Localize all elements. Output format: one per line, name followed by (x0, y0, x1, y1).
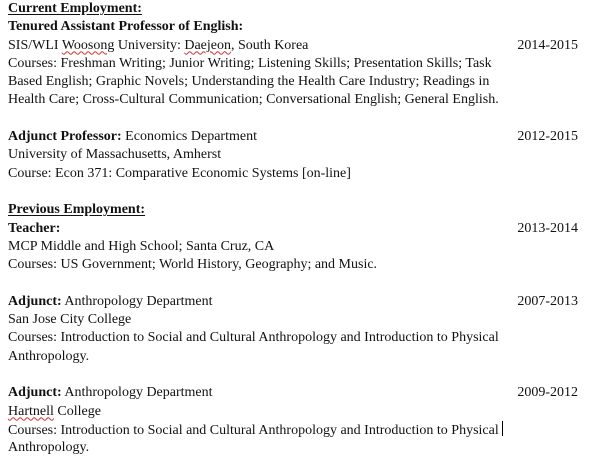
courses-text: Courses: US Government; World History, Geography; and Music. (8, 257, 378, 273)
institution-name: University of Massachusetts, Amherst (8, 147, 222, 163)
city-misspelled: Daejeon (184, 37, 232, 53)
previous-employment-heading-line (8, 201, 578, 219)
courses-text: Anthropology. (8, 348, 90, 364)
courses-line (8, 329, 578, 347)
blank-line (8, 274, 578, 292)
teacher-courses-line (8, 256, 578, 274)
institution-suffix: College (53, 403, 101, 419)
job-department: Economics Department (121, 129, 257, 145)
courses-text: Courses: Introduction to Social and Cultural Anthropology and Introduction to Physical (8, 422, 499, 438)
courses-text: Health Care; Cross-Cultural Communication; Conversational English; General English. (8, 92, 499, 108)
section-heading-previous: Previous Employment: (8, 202, 146, 218)
institution-name: San Jose City College (8, 312, 132, 328)
blank-line (8, 183, 578, 201)
institution-name-misspelled: Woosong (61, 37, 115, 53)
job-dates: 2012-2015 (517, 129, 578, 145)
sjcc-role-line (8, 293, 578, 311)
umass-role-line (8, 128, 578, 146)
section-heading-current: Current Employment: (8, 1, 142, 16)
current-employment-heading-line (8, 0, 578, 18)
current-title-line (8, 18, 578, 36)
courses-line (8, 73, 578, 91)
courses-line (8, 348, 578, 366)
job-role: Adjunct: (8, 385, 62, 401)
courses-line (8, 55, 578, 73)
institution-name: MCP Middle and High School; Santa Cruz, CA (8, 238, 275, 254)
umass-institution-line (8, 146, 578, 164)
hartnell-institution-line (8, 403, 578, 421)
current-institution-line (8, 37, 578, 55)
umass-courses-line (8, 165, 578, 183)
courses-text: Course: Econ 371: Comparative Economic Systems [on-line] (8, 165, 351, 181)
job-dates: 2014-2015 (517, 37, 578, 53)
courses-text: Anthropology. (8, 440, 90, 456)
job-department: Anthropology Department (61, 385, 213, 401)
job-dates: 2013-2014 (517, 220, 578, 236)
courses-line (8, 91, 578, 109)
job-role: Adjunct: (8, 293, 62, 309)
institution-name-misspelled: Hartnell (8, 403, 54, 419)
job-role: Teacher: (8, 220, 61, 236)
job-dates: 2007-2013 (517, 293, 578, 309)
blank-line (8, 366, 578, 384)
courses-text: Courses: Freshman Writing; Junior Writing; Listening Skills; Presentation Skills; Task (8, 55, 492, 71)
blank-line (8, 110, 578, 128)
sjcc-institution-line (8, 311, 578, 329)
teacher-institution-line (8, 238, 578, 256)
courses-line (8, 439, 578, 457)
hartnell-role-line (8, 384, 578, 402)
job-role: Adjunct Professor: (8, 129, 122, 145)
job-dates: 2009-2012 (517, 385, 578, 401)
text-cursor (502, 421, 503, 436)
institution-mid: University: (114, 37, 185, 53)
institution-suffix: , South Korea (231, 37, 309, 53)
courses-text: Courses: Introduction to Social and Cultural Anthropology and Introduction to Physical (8, 330, 499, 346)
teacher-role-line (8, 220, 578, 238)
resume-document[interactable] (8, 0, 578, 457)
job-department: Anthropology Department (61, 293, 213, 309)
courses-line (8, 421, 578, 439)
institution-prefix: SIS/WLI (8, 37, 62, 53)
courses-text: Based English; Graphic Novels; Understanding the Health Care Industry; Readings in (8, 74, 490, 90)
job-title: Tenured Assistant Professor of English: (8, 19, 244, 35)
